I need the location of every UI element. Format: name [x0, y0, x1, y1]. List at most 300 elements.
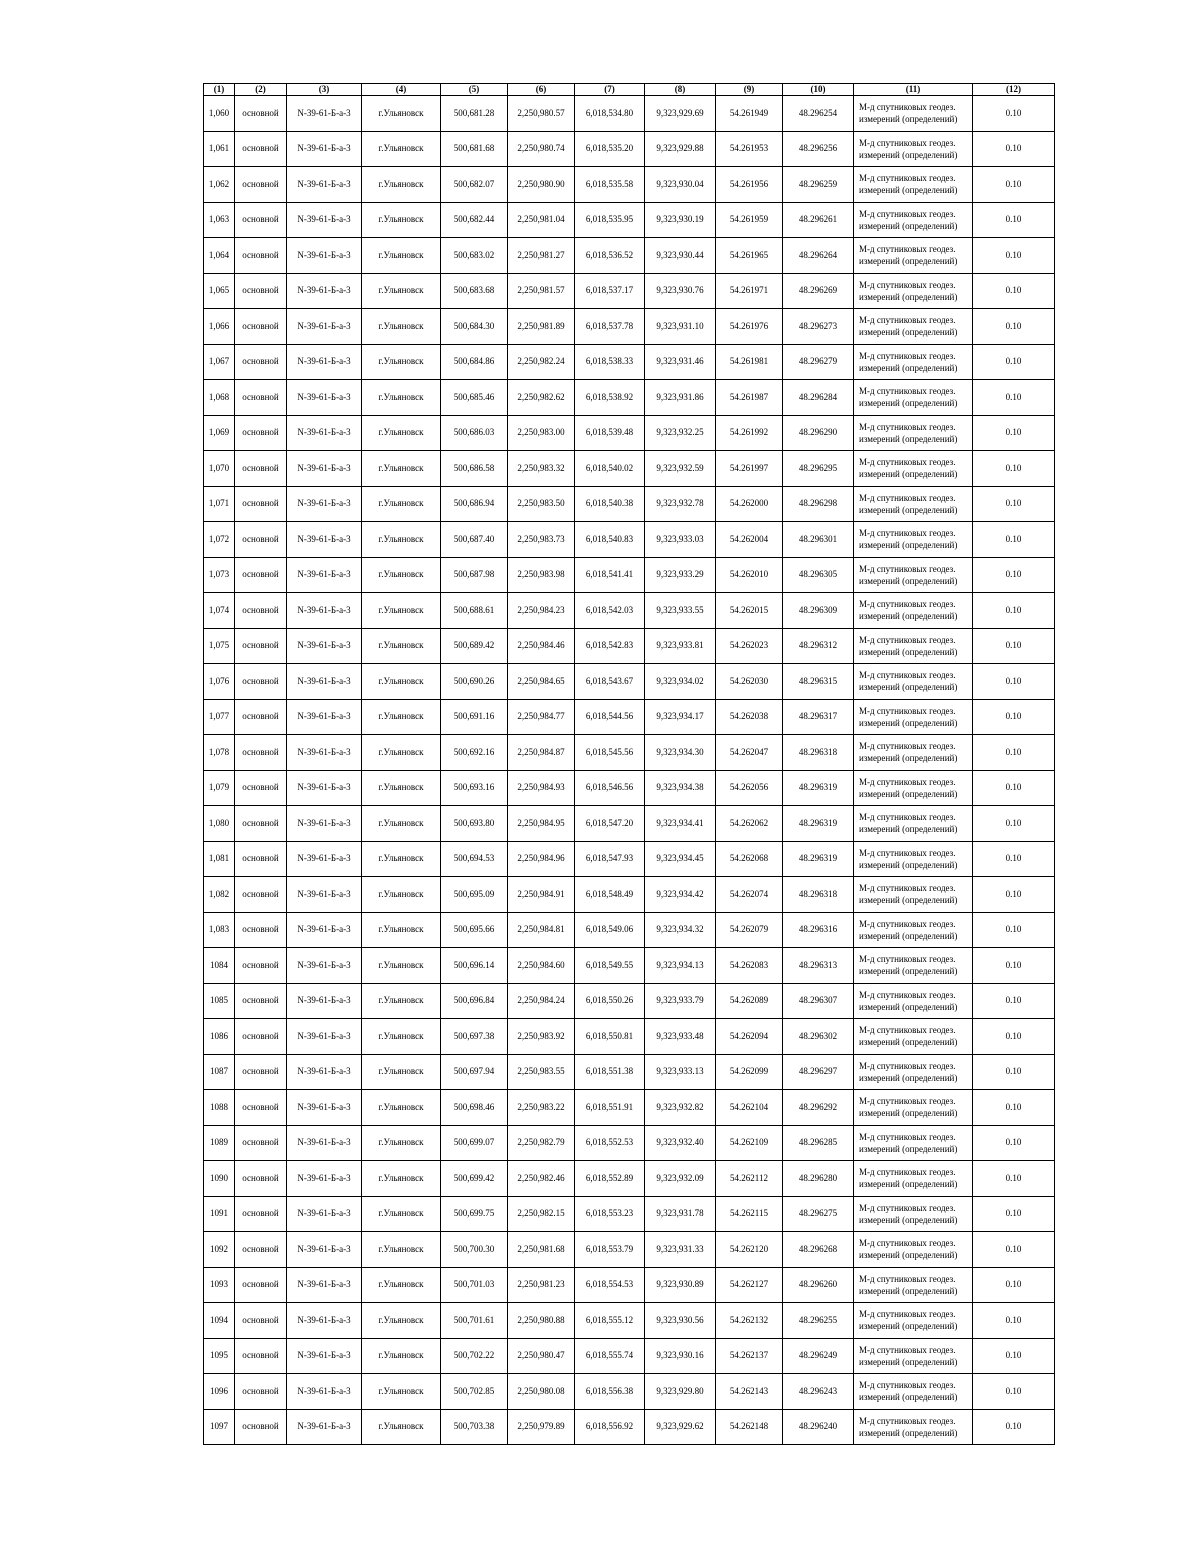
type-cell: основной — [235, 1090, 287, 1126]
longitude-cell: 48.296275 — [783, 1196, 854, 1232]
coord-col6-cell: 2,250,980.90 — [508, 167, 575, 203]
table-row — [204, 202, 1055, 238]
longitude-cell: 48.296309 — [783, 593, 854, 629]
type-cell: основной — [235, 1374, 287, 1410]
longitude-cell: 48.296318 — [783, 877, 854, 913]
coord-col5-cell: 500,693.80 — [441, 806, 508, 842]
longitude-cell: 48.296305 — [783, 557, 854, 593]
latitude-cell: 54.262143 — [716, 1374, 783, 1410]
locality-cell: г.Ульяновск — [362, 877, 441, 913]
method-cell: М-д спутниковых геодез. измерений (определений) — [854, 1338, 973, 1374]
longitude-cell: 48.296280 — [783, 1161, 854, 1197]
method-cell: М-д спутниковых геодез. измерений (определений) — [854, 983, 973, 1019]
method-cell: М-д спутниковых геодез. измерений (определений) — [854, 770, 973, 806]
coord-col7-cell: 6,018,543.67 — [575, 664, 645, 700]
point-number-cell: 1,072 — [204, 522, 235, 558]
point-number-cell: 1089 — [204, 1125, 235, 1161]
locality-cell: г.Ульяновск — [362, 1090, 441, 1126]
latitude-cell: 54.262000 — [716, 486, 783, 522]
coord-col8-cell: 9,323,932.25 — [645, 415, 716, 451]
coord-col8-cell: 9,323,934.45 — [645, 841, 716, 877]
sheet-cell: N-39-61-Б-а-3 — [287, 877, 362, 913]
method-cell: М-д спутниковых геодез. измерений (определений) — [854, 96, 973, 132]
sheet-cell: N-39-61-Б-а-3 — [287, 628, 362, 664]
locality-cell: г.Ульяновск — [362, 1303, 441, 1339]
coord-col8-cell: 9,323,933.48 — [645, 1019, 716, 1055]
coord-col8-cell: 9,323,930.44 — [645, 238, 716, 274]
method-cell: М-д спутниковых геодез. измерений (определений) — [854, 344, 973, 380]
coord-col8-cell: 9,323,934.13 — [645, 948, 716, 984]
coord-col8-cell: 9,323,934.41 — [645, 806, 716, 842]
longitude-cell: 48.296315 — [783, 664, 854, 700]
accuracy-cell: 0.10 — [973, 167, 1055, 203]
locality-cell: г.Ульяновск — [362, 735, 441, 771]
longitude-cell: 48.296319 — [783, 770, 854, 806]
sheet-cell: N-39-61-Б-а-3 — [287, 1125, 362, 1161]
coord-col6-cell: 2,250,984.87 — [508, 735, 575, 771]
sheet-cell: N-39-61-Б-а-3 — [287, 770, 362, 806]
method-cell: М-д спутниковых геодез. измерений (определений) — [854, 1161, 973, 1197]
latitude-cell: 54.262015 — [716, 593, 783, 629]
coord-col6-cell: 2,250,982.24 — [508, 344, 575, 380]
latitude-cell: 54.261987 — [716, 380, 783, 416]
coord-col6-cell: 2,250,983.22 — [508, 1090, 575, 1126]
accuracy-cell: 0.10 — [973, 415, 1055, 451]
coord-col8-cell: 9,323,933.81 — [645, 628, 716, 664]
type-cell: основной — [235, 1232, 287, 1268]
coord-col6-cell: 2,250,983.55 — [508, 1054, 575, 1090]
method-cell: М-д спутниковых геодез. измерений (определений) — [854, 699, 973, 735]
locality-cell: г.Ульяновск — [362, 1267, 441, 1303]
coord-col7-cell: 6,018,548.49 — [575, 877, 645, 913]
coord-col5-cell: 500,688.61 — [441, 593, 508, 629]
table-row — [204, 735, 1055, 771]
locality-cell: г.Ульяновск — [362, 486, 441, 522]
longitude-cell: 48.296254 — [783, 96, 854, 132]
coord-col7-cell: 6,018,535.95 — [575, 202, 645, 238]
method-cell: М-д спутниковых геодез. измерений (определений) — [854, 1125, 973, 1161]
coord-col7-cell: 6,018,542.03 — [575, 593, 645, 629]
coord-col8-cell: 9,323,933.29 — [645, 557, 716, 593]
coord-col8-cell: 9,323,930.56 — [645, 1303, 716, 1339]
locality-cell: г.Ульяновск — [362, 1374, 441, 1410]
longitude-cell: 48.296256 — [783, 131, 854, 167]
latitude-cell: 54.262089 — [716, 983, 783, 1019]
table-row — [204, 415, 1055, 451]
point-number-cell: 1086 — [204, 1019, 235, 1055]
locality-cell: г.Ульяновск — [362, 1125, 441, 1161]
point-number-cell: 1,069 — [204, 415, 235, 451]
column-header-4: (4) — [362, 84, 441, 96]
type-cell: основной — [235, 96, 287, 132]
latitude-cell: 54.262104 — [716, 1090, 783, 1126]
latitude-cell: 54.262010 — [716, 557, 783, 593]
method-cell: М-д спутниковых геодез. измерений (определений) — [854, 1090, 973, 1126]
column-header-8: (8) — [645, 84, 716, 96]
sheet-cell: N-39-61-Б-а-3 — [287, 664, 362, 700]
table-row — [204, 664, 1055, 700]
accuracy-cell: 0.10 — [973, 948, 1055, 984]
latitude-cell: 54.261965 — [716, 238, 783, 274]
sheet-cell: N-39-61-Б-а-3 — [287, 380, 362, 416]
method-cell: М-д спутниковых геодез. измерений (определений) — [854, 948, 973, 984]
locality-cell: г.Ульяновск — [362, 699, 441, 735]
table-row — [204, 522, 1055, 558]
type-cell: основной — [235, 1125, 287, 1161]
coord-col7-cell: 6,018,549.06 — [575, 912, 645, 948]
table-row — [204, 1409, 1055, 1445]
sheet-cell: N-39-61-Б-а-3 — [287, 593, 362, 629]
point-number-cell: 1088 — [204, 1090, 235, 1126]
type-cell: основной — [235, 806, 287, 842]
table-row — [204, 948, 1055, 984]
accuracy-cell: 0.10 — [973, 1196, 1055, 1232]
method-cell: М-д спутниковых геодез. измерений (определений) — [854, 877, 973, 913]
table-row — [204, 1019, 1055, 1055]
longitude-cell: 48.296319 — [783, 841, 854, 877]
sheet-cell: N-39-61-Б-а-3 — [287, 344, 362, 380]
type-cell: основной — [235, 1409, 287, 1445]
accuracy-cell: 0.10 — [973, 344, 1055, 380]
coord-col6-cell: 2,250,984.93 — [508, 770, 575, 806]
coord-col5-cell: 500,681.28 — [441, 96, 508, 132]
method-cell: М-д спутниковых геодез. измерений (определений) — [854, 451, 973, 487]
coord-col5-cell: 500,703.38 — [441, 1409, 508, 1445]
latitude-cell: 54.262132 — [716, 1303, 783, 1339]
coord-col6-cell: 2,250,981.89 — [508, 309, 575, 345]
table-row — [204, 1267, 1055, 1303]
latitude-cell: 54.262004 — [716, 522, 783, 558]
table-row — [204, 486, 1055, 522]
coord-col6-cell: 2,250,981.04 — [508, 202, 575, 238]
longitude-cell: 48.296317 — [783, 699, 854, 735]
latitude-cell: 54.261956 — [716, 167, 783, 203]
table-row — [204, 841, 1055, 877]
sheet-cell: N-39-61-Б-а-3 — [287, 1303, 362, 1339]
coord-col5-cell: 500,691.16 — [441, 699, 508, 735]
method-cell: М-д спутниковых геодез. измерений (определений) — [854, 1054, 973, 1090]
coord-col7-cell: 6,018,537.78 — [575, 309, 645, 345]
method-cell: М-д спутниковых геодез. измерений (определений) — [854, 167, 973, 203]
coord-col6-cell: 2,250,984.60 — [508, 948, 575, 984]
coord-col8-cell: 9,323,932.59 — [645, 451, 716, 487]
coord-col5-cell: 500,683.68 — [441, 273, 508, 309]
coord-col7-cell: 6,018,552.53 — [575, 1125, 645, 1161]
accuracy-cell: 0.10 — [973, 735, 1055, 771]
point-number-cell: 1,073 — [204, 557, 235, 593]
method-cell: М-д спутниковых геодез. измерений (определений) — [854, 593, 973, 629]
table-row — [204, 131, 1055, 167]
table-row — [204, 238, 1055, 274]
accuracy-cell: 0.10 — [973, 1090, 1055, 1126]
table-row — [204, 593, 1055, 629]
type-cell: основной — [235, 1196, 287, 1232]
coordinates-table — [203, 83, 1055, 1445]
sheet-cell: N-39-61-Б-а-3 — [287, 983, 362, 1019]
column-header-6: (6) — [508, 84, 575, 96]
coord-col6-cell: 2,250,982.15 — [508, 1196, 575, 1232]
point-number-cell: 1084 — [204, 948, 235, 984]
table-row — [204, 1054, 1055, 1090]
accuracy-cell: 0.10 — [973, 557, 1055, 593]
coord-col5-cell: 500,696.14 — [441, 948, 508, 984]
table-body — [204, 96, 1055, 1445]
point-number-cell: 1096 — [204, 1374, 235, 1410]
type-cell: основной — [235, 1303, 287, 1339]
locality-cell: г.Ульяновск — [362, 1409, 441, 1445]
coord-col7-cell: 6,018,545.56 — [575, 735, 645, 771]
sheet-cell: N-39-61-Б-а-3 — [287, 1232, 362, 1268]
table-row — [204, 1338, 1055, 1374]
type-cell: основной — [235, 1019, 287, 1055]
method-cell: М-д спутниковых геодез. измерений (определений) — [854, 557, 973, 593]
coord-col6-cell: 2,250,982.46 — [508, 1161, 575, 1197]
sheet-cell: N-39-61-Б-а-3 — [287, 699, 362, 735]
accuracy-cell: 0.10 — [973, 238, 1055, 274]
coord-col7-cell: 6,018,547.93 — [575, 841, 645, 877]
accuracy-cell: 0.10 — [973, 1019, 1055, 1055]
accuracy-cell: 0.10 — [973, 1338, 1055, 1374]
longitude-cell: 48.296312 — [783, 628, 854, 664]
coord-col5-cell: 500,699.75 — [441, 1196, 508, 1232]
accuracy-cell: 0.10 — [973, 380, 1055, 416]
point-number-cell: 1,077 — [204, 699, 235, 735]
coord-col5-cell: 500,682.07 — [441, 167, 508, 203]
sheet-cell: N-39-61-Б-а-3 — [287, 415, 362, 451]
coord-col7-cell: 6,018,551.91 — [575, 1090, 645, 1126]
type-cell: основной — [235, 1161, 287, 1197]
coord-col5-cell: 500,696.84 — [441, 983, 508, 1019]
type-cell: основной — [235, 273, 287, 309]
type-cell: основной — [235, 735, 287, 771]
coord-col6-cell: 2,250,981.23 — [508, 1267, 575, 1303]
coord-col6-cell: 2,250,980.08 — [508, 1374, 575, 1410]
point-number-cell: 1,081 — [204, 841, 235, 877]
sheet-cell: N-39-61-Б-а-3 — [287, 238, 362, 274]
column-header-2: (2) — [235, 84, 287, 96]
latitude-cell: 54.262038 — [716, 699, 783, 735]
coord-col7-cell: 6,018,535.58 — [575, 167, 645, 203]
coord-col6-cell: 2,250,984.91 — [508, 877, 575, 913]
coord-col6-cell: 2,250,984.95 — [508, 806, 575, 842]
type-cell: основной — [235, 486, 287, 522]
column-header-11: (11) — [854, 84, 973, 96]
table-row — [204, 557, 1055, 593]
coord-col8-cell: 9,323,934.38 — [645, 770, 716, 806]
table-row — [204, 451, 1055, 487]
sheet-cell: N-39-61-Б-а-3 — [287, 1267, 362, 1303]
accuracy-cell: 0.10 — [973, 451, 1055, 487]
locality-cell: г.Ульяновск — [362, 522, 441, 558]
coord-col7-cell: 6,018,550.81 — [575, 1019, 645, 1055]
point-number-cell: 1,065 — [204, 273, 235, 309]
coord-col6-cell: 2,250,982.62 — [508, 380, 575, 416]
locality-cell: г.Ульяновск — [362, 96, 441, 132]
coord-col5-cell: 500,699.07 — [441, 1125, 508, 1161]
coord-col7-cell: 6,018,534.80 — [575, 96, 645, 132]
method-cell: М-д спутниковых геодез. измерений (определений) — [854, 735, 973, 771]
column-header-10: (10) — [783, 84, 854, 96]
coord-col8-cell: 9,323,931.33 — [645, 1232, 716, 1268]
coord-col6-cell: 2,250,980.74 — [508, 131, 575, 167]
method-cell: М-д спутниковых геодез. измерений (определений) — [854, 238, 973, 274]
table-row — [204, 983, 1055, 1019]
coord-col6-cell: 2,250,980.47 — [508, 1338, 575, 1374]
table-row — [204, 806, 1055, 842]
coord-col5-cell: 500,684.30 — [441, 309, 508, 345]
accuracy-cell: 0.10 — [973, 877, 1055, 913]
point-number-cell: 1091 — [204, 1196, 235, 1232]
locality-cell: г.Ульяновск — [362, 841, 441, 877]
coord-col5-cell: 500,689.42 — [441, 628, 508, 664]
type-cell: основной — [235, 1267, 287, 1303]
coord-col8-cell: 9,323,934.30 — [645, 735, 716, 771]
coord-col8-cell: 9,323,932.09 — [645, 1161, 716, 1197]
coord-col7-cell: 6,018,540.83 — [575, 522, 645, 558]
point-number-cell: 1093 — [204, 1267, 235, 1303]
longitude-cell: 48.296243 — [783, 1374, 854, 1410]
coord-col8-cell: 9,323,932.82 — [645, 1090, 716, 1126]
method-cell: М-д спутниковых геодез. измерений (определений) — [854, 1267, 973, 1303]
latitude-cell: 54.262115 — [716, 1196, 783, 1232]
locality-cell: г.Ульяновск — [362, 1196, 441, 1232]
accuracy-cell: 0.10 — [973, 1125, 1055, 1161]
coord-col8-cell: 9,323,930.16 — [645, 1338, 716, 1374]
point-number-cell: 1094 — [204, 1303, 235, 1339]
accuracy-cell: 0.10 — [973, 1232, 1055, 1268]
coord-col6-cell: 2,250,983.98 — [508, 557, 575, 593]
coord-col7-cell: 6,018,537.17 — [575, 273, 645, 309]
coord-col8-cell: 9,323,931.46 — [645, 344, 716, 380]
coord-col5-cell: 500,701.61 — [441, 1303, 508, 1339]
coord-col8-cell: 9,323,933.79 — [645, 983, 716, 1019]
column-header-9: (9) — [716, 84, 783, 96]
latitude-cell: 54.262056 — [716, 770, 783, 806]
table-row — [204, 877, 1055, 913]
locality-cell: г.Ульяновск — [362, 557, 441, 593]
point-number-cell: 1,082 — [204, 877, 235, 913]
type-cell: основной — [235, 912, 287, 948]
sheet-cell: N-39-61-Б-а-3 — [287, 841, 362, 877]
coord-col6-cell: 2,250,984.81 — [508, 912, 575, 948]
accuracy-cell: 0.10 — [973, 131, 1055, 167]
coord-col5-cell: 500,687.40 — [441, 522, 508, 558]
locality-cell: г.Ульяновск — [362, 167, 441, 203]
sheet-cell: N-39-61-Б-а-3 — [287, 273, 362, 309]
accuracy-cell: 0.10 — [973, 522, 1055, 558]
method-cell: М-д спутниковых геодез. измерений (определений) — [854, 522, 973, 558]
longitude-cell: 48.296273 — [783, 309, 854, 345]
sheet-cell: N-39-61-Б-а-3 — [287, 912, 362, 948]
locality-cell: г.Ульяновск — [362, 451, 441, 487]
locality-cell: г.Ульяновск — [362, 1232, 441, 1268]
sheet-cell: N-39-61-Б-а-3 — [287, 1409, 362, 1445]
type-cell: основной — [235, 628, 287, 664]
coord-col8-cell: 9,323,933.55 — [645, 593, 716, 629]
locality-cell: г.Ульяновск — [362, 806, 441, 842]
longitude-cell: 48.296290 — [783, 415, 854, 451]
sheet-cell: N-39-61-Б-а-3 — [287, 1196, 362, 1232]
latitude-cell: 54.262074 — [716, 877, 783, 913]
type-cell: основной — [235, 167, 287, 203]
longitude-cell: 48.296255 — [783, 1303, 854, 1339]
coord-col7-cell: 6,018,549.55 — [575, 948, 645, 984]
coord-col8-cell: 9,323,934.17 — [645, 699, 716, 735]
accuracy-cell: 0.10 — [973, 202, 1055, 238]
latitude-cell: 54.262023 — [716, 628, 783, 664]
coord-col5-cell: 500,695.66 — [441, 912, 508, 948]
locality-cell: г.Ульяновск — [362, 948, 441, 984]
table-row — [204, 96, 1055, 132]
latitude-cell: 54.262127 — [716, 1267, 783, 1303]
coord-col8-cell: 9,323,930.76 — [645, 273, 716, 309]
locality-cell: г.Ульяновск — [362, 131, 441, 167]
locality-cell: г.Ульяновск — [362, 664, 441, 700]
latitude-cell: 54.262099 — [716, 1054, 783, 1090]
method-cell: М-д спутниковых геодез. измерений (определений) — [854, 380, 973, 416]
accuracy-cell: 0.10 — [973, 1303, 1055, 1339]
coord-col6-cell: 2,250,983.50 — [508, 486, 575, 522]
sheet-cell: N-39-61-Б-а-3 — [287, 1054, 362, 1090]
sheet-cell: N-39-61-Б-а-3 — [287, 806, 362, 842]
method-cell: М-д спутниковых геодез. измерений (определений) — [854, 202, 973, 238]
longitude-cell: 48.296319 — [783, 806, 854, 842]
method-cell: М-д спутниковых геодез. измерений (определений) — [854, 309, 973, 345]
latitude-cell: 54.262047 — [716, 735, 783, 771]
type-cell: основной — [235, 344, 287, 380]
point-number-cell: 1,064 — [204, 238, 235, 274]
locality-cell: г.Ульяновск — [362, 273, 441, 309]
method-cell: М-д спутниковых геодез. измерений (определений) — [854, 415, 973, 451]
latitude-cell: 54.262148 — [716, 1409, 783, 1445]
locality-cell: г.Ульяновск — [362, 1338, 441, 1374]
method-cell: М-д спутниковых геодез. измерений (определений) — [854, 1409, 973, 1445]
accuracy-cell: 0.10 — [973, 1374, 1055, 1410]
coord-col7-cell: 6,018,551.38 — [575, 1054, 645, 1090]
table-row — [204, 628, 1055, 664]
table-row — [204, 380, 1055, 416]
coord-col5-cell: 500,702.22 — [441, 1338, 508, 1374]
sheet-cell: N-39-61-Б-а-3 — [287, 486, 362, 522]
coord-col8-cell: 9,323,930.89 — [645, 1267, 716, 1303]
coord-col7-cell: 6,018,554.53 — [575, 1267, 645, 1303]
coord-col7-cell: 6,018,550.26 — [575, 983, 645, 1019]
coord-col6-cell: 2,250,979.89 — [508, 1409, 575, 1445]
accuracy-cell: 0.10 — [973, 1161, 1055, 1197]
latitude-cell: 54.262120 — [716, 1232, 783, 1268]
coord-col8-cell: 9,323,929.69 — [645, 96, 716, 132]
coord-col7-cell: 6,018,542.83 — [575, 628, 645, 664]
sheet-cell: N-39-61-Б-а-3 — [287, 948, 362, 984]
table-row — [204, 1374, 1055, 1410]
point-number-cell: 1,076 — [204, 664, 235, 700]
method-cell: М-д спутниковых геодез. измерений (определений) — [854, 1303, 973, 1339]
type-cell: основной — [235, 1054, 287, 1090]
locality-cell: г.Ульяновск — [362, 238, 441, 274]
sheet-cell: N-39-61-Б-а-3 — [287, 202, 362, 238]
locality-cell: г.Ульяновск — [362, 770, 441, 806]
coord-col8-cell: 9,323,931.78 — [645, 1196, 716, 1232]
coord-col8-cell: 9,323,933.13 — [645, 1054, 716, 1090]
coord-col5-cell: 500,702.85 — [441, 1374, 508, 1410]
coord-col5-cell: 500,681.68 — [441, 131, 508, 167]
latitude-cell: 54.261953 — [716, 131, 783, 167]
coord-col6-cell: 2,250,982.79 — [508, 1125, 575, 1161]
sheet-cell: N-39-61-Б-а-3 — [287, 522, 362, 558]
table-row — [204, 1090, 1055, 1126]
type-cell: основной — [235, 983, 287, 1019]
sheet-cell: N-39-61-Б-а-3 — [287, 1374, 362, 1410]
